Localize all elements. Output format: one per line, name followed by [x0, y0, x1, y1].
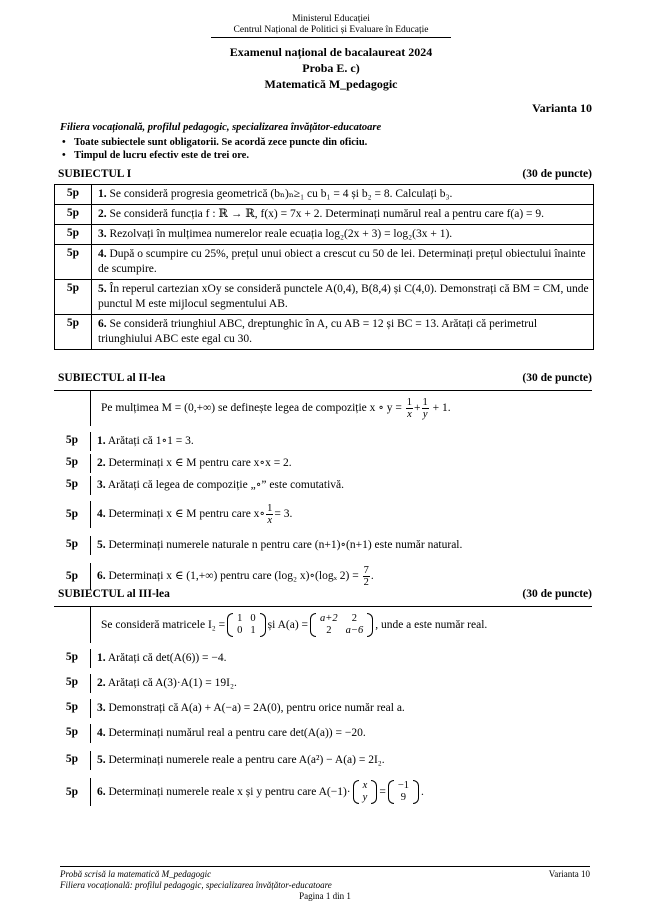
- problem-text: Determinați x ∈ (1,+∞) pentru care (log₂ x)∘(logₓ 2) =: [108, 570, 359, 583]
- instruction-item: • Toate subiectele sunt obligatorii. Se acordă zece puncte din oficiu.: [60, 136, 367, 149]
- problem-number: 4.: [98, 248, 107, 260]
- problem-number: 6.: [97, 570, 106, 583]
- problem-text: Arătați că legea de compoziție „∘” este comutativă.: [107, 479, 345, 491]
- problem-number: 6.: [98, 318, 107, 330]
- problem-text: Arătați că det(A(6)) = −4.: [107, 652, 227, 664]
- subject1-header: [54, 168, 592, 180]
- problem-row: [54, 536, 592, 555]
- points-label: 5p: [65, 651, 79, 663]
- problem-number: 3.: [97, 702, 106, 714]
- problem-text: Rezolvați în mulțimea numerelor reale ecuația log₂(2x + 3) = log₂(3x + 1).: [109, 228, 453, 240]
- varianta-label: Varianta 10: [532, 101, 592, 115]
- problem-number: 3.: [97, 479, 106, 491]
- problem-row: [55, 224, 593, 244]
- points-label: 5p: [65, 478, 79, 490]
- points-label: 5p: [65, 786, 79, 798]
- intro-text: Se consideră matricele I₂ =: [101, 618, 226, 631]
- problem-text: Determinați x ∈ M pentru care x∘x = 2.: [108, 457, 292, 469]
- points-label: 5p: [55, 205, 92, 224]
- problem-row: [54, 674, 592, 693]
- problem-text: Determinați numerele naturale n pentru care (n+1)∘(n+1) este număr natural.: [108, 539, 463, 551]
- intro-text-end: + 1.: [432, 402, 451, 415]
- subject2-title: SUBIECTUL al II-lea: [58, 372, 166, 384]
- problem-text: În reperul cartezian xOy se consideră punctele A(0,4), B(8,4) și C(4,0). Demonstrați că BM = CM, unde punctul M este mijlocul segmentului AB.: [98, 283, 589, 310]
- problem-row: [54, 778, 592, 806]
- problem-row: [54, 724, 592, 743]
- problem-number: 4.: [97, 508, 106, 521]
- fraction-1-over-y: $\frac{1}{y}$: [422, 397, 428, 420]
- page-footer: [60, 866, 590, 902]
- subject2-header: [54, 372, 592, 384]
- ministry-name: Ministerul Educației: [292, 14, 370, 24]
- problem-row: [54, 501, 592, 528]
- problem-row: [55, 244, 593, 279]
- page-number: Pagina 1 din 1: [299, 891, 351, 901]
- problem-row: [55, 314, 593, 349]
- fraction-1-over-x: $\frac{1}{x}$: [267, 503, 273, 526]
- problem-text: Se consideră funcția f : ℝ → ℝ, f(x) = 7x + 2. Determinați numărul real a pentru care f(a) = 9.: [109, 208, 545, 220]
- problem-text-end: .: [370, 570, 374, 583]
- problem-number: 1.: [97, 435, 106, 447]
- problem-text: Determinați numerele reale x și y pentru care A(−1)·: [108, 785, 351, 798]
- subject1-box: [54, 184, 594, 350]
- subject3-header: [54, 588, 592, 600]
- subject1-points: (30 de puncte): [522, 168, 592, 180]
- points-label: 5p: [65, 701, 79, 713]
- instruction-item: • Timpul de lucru efectiv este de trei ore.: [60, 149, 367, 162]
- problem-row: [55, 279, 593, 314]
- problem-number: 2.: [98, 208, 107, 220]
- points-label: 5p: [55, 315, 92, 349]
- document-header: [0, 14, 662, 92]
- points-label: 5p: [55, 185, 92, 204]
- subject2-points: (30 de puncte): [522, 372, 592, 384]
- points-label: 5p: [55, 245, 92, 279]
- vector-result: −1 9: [388, 780, 419, 804]
- problem-number: 1.: [98, 188, 107, 200]
- problem-text-end: = 3.: [274, 508, 293, 521]
- points-label: 5p: [65, 508, 79, 520]
- problem-text: Demonstrați că A(a) + A(−a) = 2A(0), pentru orice număr real a.: [108, 702, 405, 714]
- points-label: 5p: [65, 676, 79, 688]
- footer-filiera: Filiera vocațională: profilul pedagogic, specializarea învățător-educatoare: [60, 880, 332, 890]
- problem-text: Arătați că A(3)·A(1) = 19I₂.: [107, 677, 237, 689]
- proba-title: Proba E. c): [302, 61, 360, 75]
- points-label: 5p: [55, 280, 92, 314]
- filiera-text: Filiera vocațională, profilul pedagogic, specializarea învățător-educatoare: [60, 122, 382, 133]
- points-label: 5p: [65, 434, 79, 446]
- matrix-i2: 1 0 0 1: [227, 613, 266, 637]
- problem-row: [54, 432, 592, 451]
- problem-number: 4.: [97, 727, 106, 739]
- problem-text: Arătați că 1∘1 = 3.: [107, 435, 194, 447]
- footer-right: Varianta 10: [548, 869, 590, 879]
- intro-row: [54, 606, 592, 643]
- points-label: 5p: [65, 456, 79, 468]
- problem-number: 5.: [97, 754, 106, 766]
- center-name: Centrul Național de Politici și Evaluare în Educație: [211, 25, 451, 38]
- problem-text: Determinați numerele reale a pentru care A(a²) − A(a) = 2I₂.: [108, 754, 385, 766]
- points-label: 5p: [65, 753, 79, 765]
- problem-row: [54, 649, 592, 668]
- problem-row: [55, 185, 593, 204]
- fraction-1-over-x: $\frac{1}{x}$: [406, 397, 413, 420]
- problem-row: [54, 699, 592, 718]
- problem-number: 5.: [97, 539, 106, 551]
- subject-title: Matematică M_pedagogic: [264, 77, 398, 91]
- problem-text: Determinați x ∈ M pentru care x∘: [108, 508, 266, 521]
- matrix-a: a+2 2 2 a−6: [310, 613, 373, 637]
- problem-text: Se consideră progresia geometrică (bₙ)ₙ≥₁ cu b₁ = 4 și b₂ = 8. Calculați b₃.: [109, 188, 453, 200]
- points-label: 5p: [55, 225, 92, 244]
- problem-number: 2.: [97, 457, 106, 469]
- exam-title: Examenul național de bacalaureat 2024: [229, 45, 433, 59]
- problem-number: 1.: [97, 652, 106, 664]
- subject3-box: [54, 606, 592, 806]
- problem-number: 3.: [98, 228, 107, 240]
- points-label: 5p: [65, 570, 79, 582]
- problem-row: [54, 751, 592, 770]
- subject1-title: SUBIECTUL I: [58, 168, 132, 180]
- problem-row: [54, 563, 592, 590]
- vector-xy: x y: [353, 780, 378, 804]
- problem-number: 6.: [97, 785, 106, 798]
- intro-text: Pe mulțimea M = (0,+∞) se definește legea de compoziție x ∘ y =: [101, 402, 402, 415]
- footer-left: Probă scrisă la matematică M_pedagogic: [60, 869, 212, 879]
- problem-text: Se consideră triunghiul ABC, dreptunghic în A, cu AB = 12 și BC = 13. Arătați că perimetrul triunghiului ABC este egal cu 30.: [98, 318, 538, 345]
- instructions-list: [60, 136, 367, 162]
- problem-row: [55, 204, 593, 224]
- fraction-7-over-2: $\frac{7}{2}$: [363, 565, 369, 588]
- intro-text: și A(a) =: [267, 618, 309, 631]
- problem-text: Determinați numărul real a pentru care det(A(a)) = −20.: [108, 727, 366, 739]
- problem-text: După o scumpire cu 25%, prețul unui obiect a crescut cu 50 de lei. Determinați prețul obiectului înainte de scumpire.: [98, 248, 586, 275]
- subject3-title: SUBIECTUL al III-lea: [58, 588, 170, 600]
- problem-number: 2.: [97, 677, 106, 689]
- problem-text-mid: =: [379, 785, 386, 798]
- problem-text-end: .: [420, 785, 424, 798]
- subject3-points: (30 de puncte): [522, 588, 592, 600]
- subject2-box: [54, 390, 592, 590]
- intro-text-end: , unde a este număr real.: [375, 618, 488, 631]
- points-label: 5p: [65, 538, 79, 550]
- intro-row: Pe mulțimea M = (0,+∞) se definește legea de compoziție x ∘ y = $\frac{1}{x}$ + $\frac{1}{y}$ + 1.: [54, 390, 592, 426]
- problem-row: [54, 476, 592, 495]
- problem-number: 5.: [98, 283, 107, 295]
- points-label: 5p: [65, 726, 79, 738]
- problem-row: [54, 454, 592, 473]
